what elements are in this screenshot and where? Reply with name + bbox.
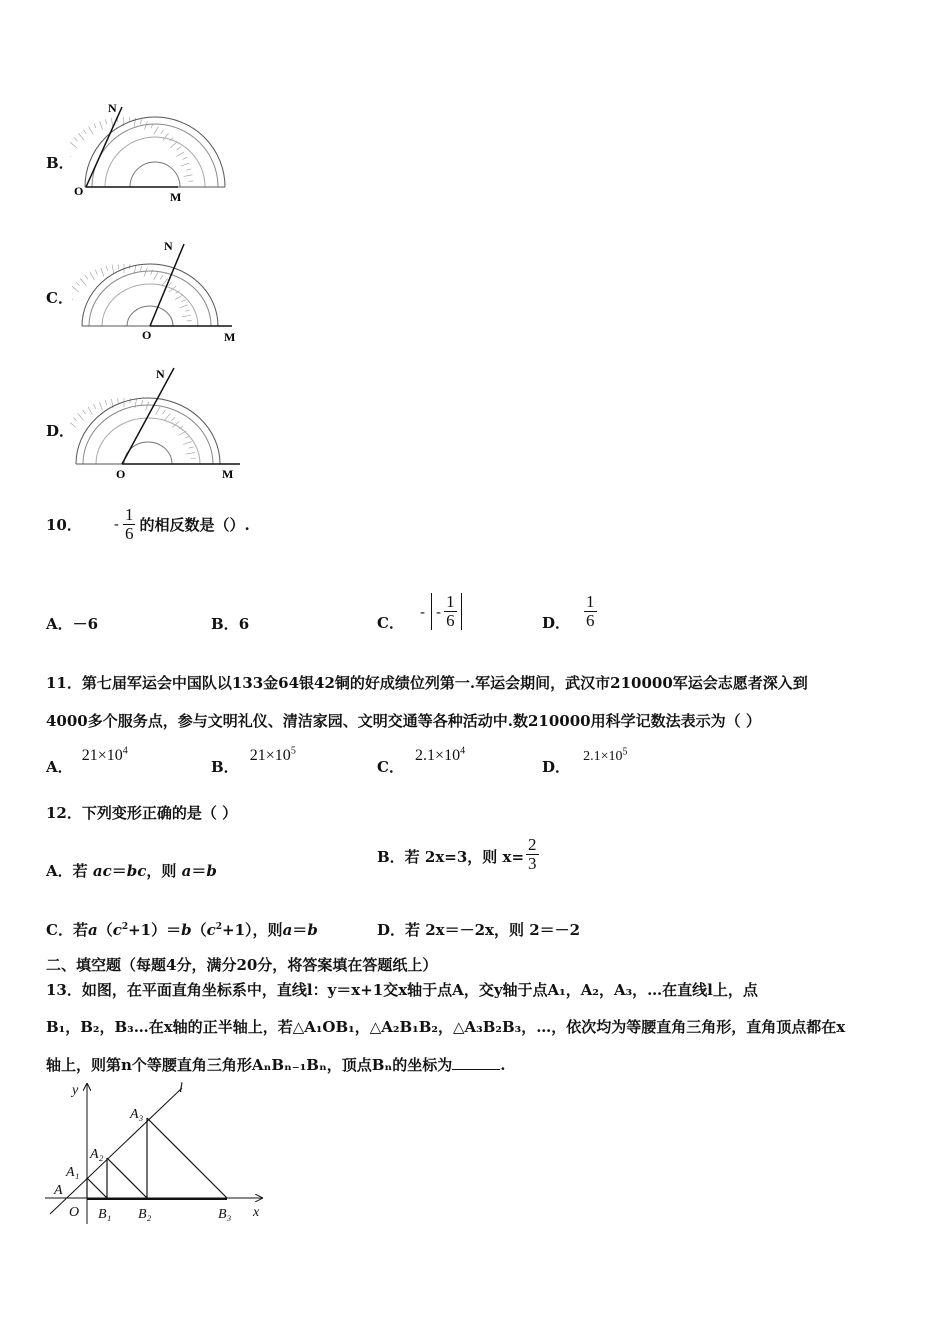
point-m-label: M <box>224 330 236 344</box>
point-o-label: O <box>142 328 152 342</box>
q10-option-b: B．6 <box>211 615 250 633</box>
q9-option-d-label: D． <box>46 422 75 440</box>
q10-stem-text: 的相反数是（）. <box>139 515 250 534</box>
point-o-label: O <box>74 184 84 198</box>
point-b3-label: B₃ <box>218 1207 232 1222</box>
point-a3-label: A₃ <box>130 1107 144 1122</box>
point-m-label: M <box>170 190 182 204</box>
origin-label: O <box>69 1205 80 1220</box>
x-axis-label: x <box>253 1205 260 1220</box>
q10-stem <box>46 506 250 543</box>
q9-option-c-label: C． <box>46 289 73 307</box>
section-title: 二、填空题（每题4分，满分20分，将答案填在答题纸上） <box>46 956 438 974</box>
q10-option-a: A．－6 <box>46 615 99 633</box>
q9-option-b-label: B． <box>46 154 74 172</box>
q12-option-d: D．若 2x＝－2x，则 2＝－2 <box>377 921 581 939</box>
point-b2-label: B₂ <box>138 1207 152 1222</box>
q12-option-a: A．若 ac＝bc，则 a＝b <box>46 862 217 880</box>
q11-option-a: A． $21\times 10^4$ <box>46 745 128 776</box>
q11-option-b: B． $21\times 10^5$ <box>211 745 296 776</box>
line-l-label: l <box>179 1081 183 1096</box>
point-o-label: O <box>116 467 126 481</box>
q12-option-b: B．若 2x=3，则 x= $\frac{2}{3}$ <box>377 835 537 873</box>
y-axis-label: y <box>72 1083 79 1098</box>
q10-option-d: D． $\frac{1}{6}$ <box>542 592 595 632</box>
coordinate-figure <box>40 1078 270 1226</box>
q13-line3: 轴上，则第n个等腰直角三角形AₙBₙ₋₁Bₙ，顶点Bₙ的坐标为 . <box>46 1056 506 1074</box>
point-a1-label: A₁ <box>66 1165 80 1180</box>
protractor-figure-b <box>70 95 240 205</box>
protractor-figure-d <box>70 362 245 482</box>
q13-line1: 13．如图，在平面直角坐标系中，直线l：y＝x+1交x轴于点A，交y轴于点A₁，A₂，A₃，…在直线l上，点 <box>46 981 758 999</box>
point-b1-label: B₁ <box>98 1207 112 1222</box>
answer-blank[interactable] <box>452 1057 500 1070</box>
q10-number: 10． <box>46 515 82 534</box>
q11-line1: 11．第七届军运会中国队以133金64银42铜的好成绩位列第一.军运会期间，武汉市210000军运会志愿者深入到 <box>46 674 808 692</box>
q10-option-c: C． - - $\frac{1}{6}$ <box>377 590 462 633</box>
q10-minus: - <box>113 515 119 534</box>
point-m-label: M <box>222 467 234 481</box>
q12-stem: 12．下列变形正确的是（ ） <box>46 804 238 822</box>
q13-line2: B₁，B₂，B₃…在x轴的正半轴上，若△A₁OB₁，△A₂B₁B₂，△A₃B₂B₃，…，依次均为等腰直角三角形，直角顶点都在x <box>46 1018 846 1036</box>
point-a-label: A <box>54 1183 63 1198</box>
point-n-label: N <box>156 367 165 381</box>
protractor-figure-c <box>72 232 242 347</box>
q12-option-c: C．若$a(c^2+1)=b(c^2+1)$，则a＝b <box>46 921 318 939</box>
q11-line2: 4000多个服务点，参与文明礼仪、清洁家园、文明交通等各种活动中.数210000用科学记数法表示为（ ） <box>46 712 761 730</box>
absolute-value-bars: - $\frac{1}{6}$ <box>431 593 462 630</box>
point-n-label: N <box>164 239 173 253</box>
q10-fraction: $\frac{1}{6}$ <box>124 505 134 543</box>
q11-option-c: C． $2.1\times 10^4$ <box>377 745 466 776</box>
point-n-label: N <box>108 101 117 115</box>
point-a2-label: A₂ <box>90 1147 104 1162</box>
q11-option-d: D． $2.1\times 10^5$ <box>542 746 628 776</box>
